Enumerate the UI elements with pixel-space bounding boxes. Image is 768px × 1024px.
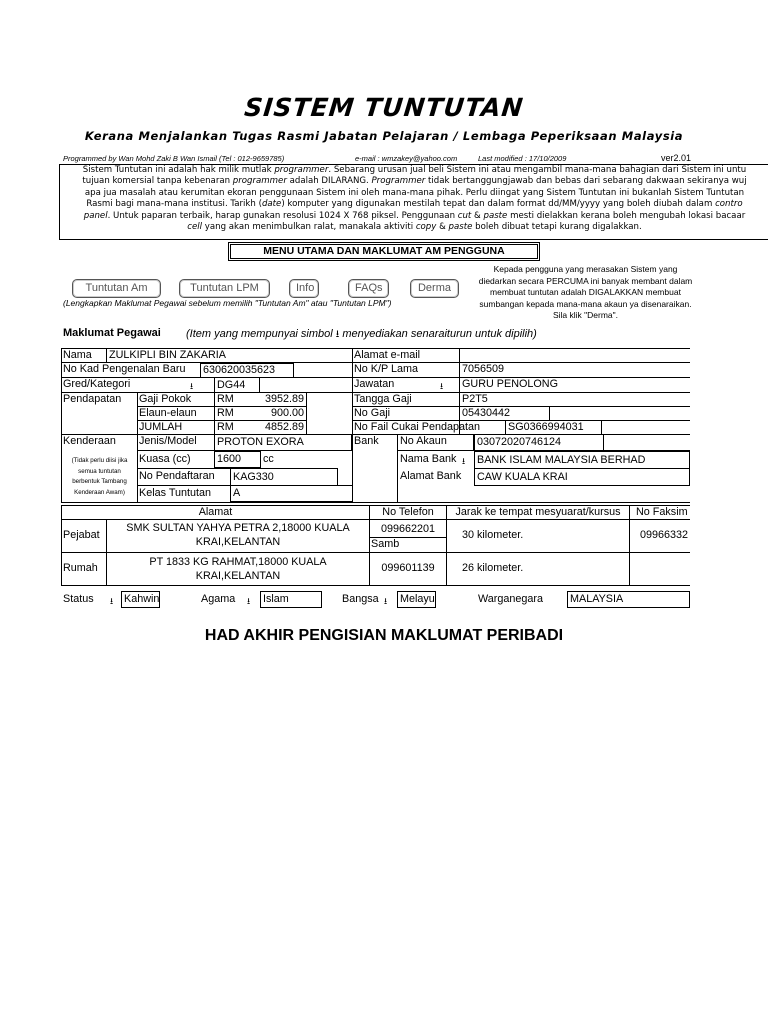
kelas-field[interactable]: A bbox=[230, 485, 353, 502]
dropdown-arrow-icon[interactable]: ⭳ bbox=[110, 596, 114, 606]
kelas-label: Kelas Tuntutan bbox=[139, 487, 212, 499]
nama-field[interactable]: ZULKIPLI BIN ZAKARIA bbox=[106, 348, 353, 363]
pendapatan-label: Pendapatan bbox=[63, 393, 122, 405]
had-akhir-heading: HAD AKHIR PENGISIAN MAKLUMAT PERIBADI bbox=[204, 627, 564, 644]
kenderaan-note: (Tidak perlu diisi jika semua tuntutan berbentuk Tambang Kenderaan Awam) bbox=[71, 457, 128, 496]
warganegara-field[interactable]: MALAYSIA bbox=[567, 591, 690, 608]
kp-lama-label: No K/P Lama bbox=[354, 363, 419, 375]
elaun-label: Elaun-elaun bbox=[139, 407, 197, 419]
dropdown-arrow-icon[interactable]: ⭳ bbox=[440, 381, 444, 391]
page-title: SISTEM TUNTUTAN bbox=[242, 93, 526, 122]
agama-field[interactable]: Islam bbox=[260, 591, 322, 608]
gred-label: Gred/Kategori bbox=[63, 378, 131, 390]
rumah-jarak[interactable]: 26 kilometer. bbox=[462, 562, 524, 574]
status-label: Status bbox=[63, 593, 94, 605]
last-modified: Last modified : 17/10/2009 bbox=[478, 154, 567, 163]
bank-label: Bank bbox=[354, 435, 379, 447]
gred-field[interactable]: DG44 bbox=[214, 377, 260, 393]
page-subtitle: Kerana Menjalankan Tugas Rasmi Jabatan Pelajaran / Lembaga Peperiksaan Malaysia bbox=[84, 129, 684, 143]
bangsa-field[interactable]: Melayu bbox=[397, 591, 436, 608]
version-label: ver2.01 bbox=[661, 153, 692, 163]
nama-bank-label: Nama Bank bbox=[400, 453, 457, 465]
tangga-gaji-field[interactable]: P2T5 bbox=[462, 393, 488, 405]
rumah-alamat[interactable]: PT 1833 KG RAHMAT,18000 KUALA KRAI,KELANTAN bbox=[149, 556, 327, 582]
jenis-field[interactable]: PROTON EXORA bbox=[214, 434, 352, 451]
maklumat-pegawai-heading: Maklumat Pegawai bbox=[63, 327, 161, 339]
jumlah-value: 4852.89 bbox=[264, 421, 304, 433]
tuntutan-am-button[interactable]: Tuntutan Am bbox=[72, 279, 161, 298]
elaun-field[interactable]: 900.00 bbox=[270, 407, 304, 419]
col-jarak: Jarak ke tempat mesyuarat/kursus bbox=[455, 506, 621, 518]
kuasa-unit: cc bbox=[263, 453, 274, 465]
pejabat-label: Pejabat bbox=[63, 529, 100, 541]
menu-hint: (Lengkapkan Maklumat Pegawai sebelum memilih "Tuntutan Am" atau "Tuntutan LPM") bbox=[63, 298, 392, 308]
jumlah-rm: RM bbox=[217, 421, 234, 433]
rumah-label: Rumah bbox=[63, 562, 98, 574]
gaji-pokok-rm: RM bbox=[217, 393, 234, 405]
jawatan-field[interactable]: GURU PENOLONG bbox=[462, 378, 558, 390]
heading-note: (Item yang mempunyai simbol ⭳ menyediakan senaraiturun untuk dipilih) bbox=[186, 328, 537, 340]
tuntutan-lpm-button[interactable]: Tuntutan LPM bbox=[179, 279, 270, 298]
derma-button[interactable]: Derma bbox=[410, 279, 459, 298]
elaun-rm: RM bbox=[217, 407, 234, 419]
bangsa-label: Bangsa bbox=[342, 593, 379, 605]
programmer-credit: Programmed by Wan Mohd Zaki B Wan Ismail (Tel : 012-9659785) bbox=[63, 154, 285, 163]
col-alamat: Alamat bbox=[198, 506, 233, 518]
no-akaun-field[interactable]: 03072020746124 bbox=[474, 434, 604, 451]
gaji-pokok-field[interactable]: 3952.89 bbox=[264, 393, 304, 405]
kp-lama-field[interactable]: 7056509 bbox=[462, 363, 505, 375]
no-fail-field[interactable]: SG0366994031 bbox=[505, 420, 602, 435]
menu-title: MENU UTAMA DAN MAKLUMAT AM PENGGUNA bbox=[230, 244, 538, 259]
dropdown-arrow-icon[interactable]: ⭳ bbox=[384, 596, 388, 606]
no-gaji-field[interactable]: 05430442 bbox=[459, 406, 550, 421]
jenis-label: Jenis/Model bbox=[139, 435, 197, 447]
dropdown-arrow-icon[interactable]: ⭳ bbox=[247, 596, 251, 606]
no-fail-label: No Fail Cukai Pendapatan bbox=[354, 421, 481, 433]
dropdown-arrow-icon: ⭳ bbox=[335, 329, 340, 340]
no-pendaftaran-field[interactable]: KAG330 bbox=[230, 468, 338, 486]
agama-label: Agama bbox=[201, 593, 236, 605]
col-faks: No Faksim bbox=[636, 506, 688, 518]
jawatan-label: Jawatan bbox=[354, 378, 395, 390]
copyright-notice: Sistem Tuntutan ini adalah hak milik mutlak programmer. Sebarang urusan jual beli Sistem ini atau mengambil mana-mana bahagian dari Sistem ini untu tujuan komersial tanpa kebenaran programmer adalah DILARANG. Programmer tidak bertanggungjawab dan bebas dari sebarang dakwaan sekiranya wuj apa jua masalah atau kerumitan ekoran penggunaan Sistem ini oleh mana-mana pihak. Perlu diingat yang Sistem Tuntutan ini bukanlah Sistem Tuntutan Rasmi bagi mana-mana institusi. Tarikh (date) komputer yang digunakan mestilah tepat dan dalam format dd/MM/yyyy yang boleh diubah dalam contro panel. Untuk paparan terbaik, harap gunakan resolusi 1024 X 768 piksel. Penggunaan cut & paste mesti dielakkan kerana boleh mengubah lokasi bacaar cell yang akan menimbulkan ralat, manakala aktiviti copy & paste boleh dibuat tetapi kurang digalakkan. bbox=[59, 164, 768, 240]
kuasa-field[interactable]: 1600 bbox=[214, 451, 261, 468]
dropdown-arrow-icon[interactable]: ⭳ bbox=[190, 381, 194, 391]
faqs-button[interactable]: FAQs bbox=[348, 279, 389, 298]
kp-baru-field[interactable]: 630620035623 bbox=[200, 363, 294, 378]
rumah-telefon[interactable]: 099601139 bbox=[381, 562, 435, 574]
kenderaan-label: Kenderaan bbox=[63, 435, 116, 447]
nama-bank-field[interactable]: BANK ISLAM MALAYSIA BERHAD bbox=[474, 451, 690, 469]
jumlah-label: JUMLAH bbox=[139, 421, 183, 433]
dropdown-arrow-icon[interactable]: ⭳ bbox=[462, 456, 466, 466]
alamat-bank-field[interactable]: CAW KUALA KRAI bbox=[474, 468, 690, 486]
col-telefon: No Telefon bbox=[382, 506, 434, 518]
tangga-gaji-label: Tangga Gaji bbox=[354, 393, 412, 405]
alamat-bank-label: Alamat Bank bbox=[400, 470, 462, 482]
derma-note: Kepada pengguna yang merasakan Sistem yang diedarkan secara PERCUMA ini banyak membant dalam membuat tuntutan adalah DIGALAKKAN membuat sumbangan kepada mana-mana akaun ya disenaraikan. Sila klik "Derma". bbox=[478, 264, 693, 320]
pejabat-jarak[interactable]: 30 kilometer. bbox=[462, 529, 524, 541]
status-field[interactable]: Kahwin bbox=[121, 591, 160, 608]
nama-label: Nama bbox=[63, 349, 92, 361]
kp-baru-label: No Kad Pengenalan Baru bbox=[63, 363, 186, 375]
pejabat-samb[interactable]: Samb bbox=[371, 538, 400, 550]
email-label: Alamat e-mail bbox=[354, 349, 420, 361]
no-akaun-label: No Akaun bbox=[400, 435, 447, 447]
pejabat-faks[interactable]: 09966332 bbox=[640, 529, 689, 541]
pejabat-telefon[interactable]: 099662201 bbox=[380, 523, 436, 535]
no-gaji-label: No Gaji bbox=[354, 407, 391, 419]
programmer-email: e-mail : wmzakey@yahoo.com bbox=[355, 154, 458, 163]
pejabat-alamat[interactable]: SMK SULTAN YAHYA PETRA 2,18000 KUALA KRAI,KELANTAN bbox=[126, 522, 350, 548]
no-pendaftaran-label: No Pendaftaran bbox=[139, 470, 215, 482]
info-button[interactable]: Info bbox=[289, 279, 319, 298]
warganegara-label: Warganegara bbox=[478, 593, 544, 605]
kuasa-label: Kuasa (cc) bbox=[139, 453, 191, 465]
gaji-pokok-label: Gaji Pokok bbox=[139, 393, 192, 405]
